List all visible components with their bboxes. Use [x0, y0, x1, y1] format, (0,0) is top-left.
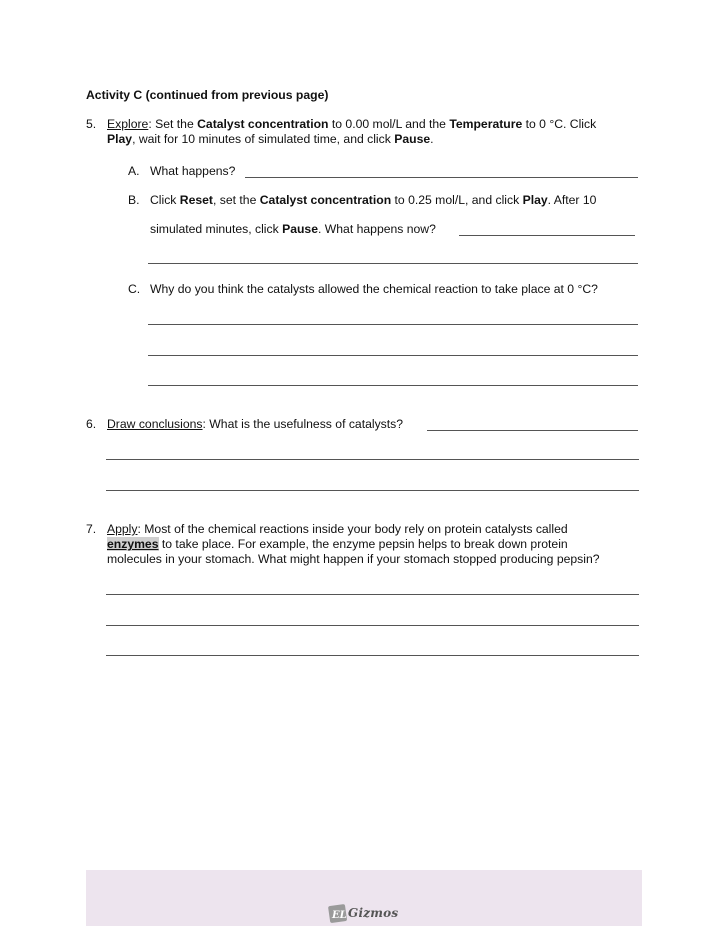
answer-line-7-2[interactable] — [106, 625, 639, 626]
b-bold-reset: Reset — [179, 193, 213, 207]
question-6-number: 6. — [86, 417, 97, 431]
question-5-number: 5. — [86, 117, 97, 131]
sub-a-label: A. — [128, 164, 140, 178]
q5-text-1: : Set the — [148, 117, 198, 131]
q5-text-2: to 0.00 mol/L and the — [328, 117, 450, 131]
answer-line-5b-inline[interactable] — [459, 235, 635, 236]
question-7-line-1 — [107, 522, 568, 536]
b-text-3: to 0.25 mol/L, and click — [391, 193, 523, 207]
question-7-lead: Apply — [107, 522, 138, 536]
b-bold-play: Play — [522, 193, 548, 207]
question-7-text-1: : Most of the chemical reactions inside your body rely on protein catalysts called — [137, 522, 568, 536]
question-5-line-2 — [107, 132, 434, 146]
question-6-text: : What is the usefulness of catalysts? — [202, 417, 404, 431]
sub-c-question: Why do you think the catalysts allowed the chemical reaction to take place at 0 °C? — [150, 282, 598, 296]
b-bold-catalyst: Catalyst concentration — [259, 193, 392, 207]
q5-bold-play: Play — [107, 132, 133, 146]
highlighted-term-enzymes: enzymes — [107, 537, 159, 551]
question-5-line-1 — [107, 117, 596, 131]
b-text-2: , set the — [213, 193, 260, 207]
q5-text-4: , wait for 10 minutes of simulated time, and click — [132, 132, 395, 146]
question-6-lead: Draw conclusions — [107, 417, 203, 431]
answer-line-5a[interactable] — [245, 177, 638, 178]
sub-a-question — [150, 164, 235, 178]
b-text-1: Click — [150, 193, 180, 207]
sub-b-line-1 — [150, 193, 596, 207]
question-7-text-2: to take place. For example, the enzyme pepsin helps to break down protein — [158, 537, 568, 551]
activity-heading: Activity C (continued from previous page) — [86, 88, 329, 102]
logo-mark-text: EL — [332, 910, 347, 921]
sub-c-label: C. — [128, 282, 141, 296]
answer-line-6-2[interactable] — [106, 490, 639, 491]
q5-bold-pause: Pause — [394, 132, 431, 146]
answer-line-6-inline[interactable] — [427, 430, 638, 431]
question-7-line-3: molecules in your stomach. What might happen if your stomach stopped producing pepsin? — [107, 552, 600, 566]
answer-line-7-1[interactable] — [106, 594, 639, 595]
b-text-5: simulated minutes, click — [150, 222, 283, 236]
sub-a-text: What happens? — [150, 164, 236, 178]
sub-b-line-2 — [150, 222, 436, 236]
q5-bold-catalyst: Catalyst concentration — [197, 117, 329, 131]
q5-text-3: to 0 °C. Click — [522, 117, 597, 131]
gizmos-logo-icon — [328, 903, 348, 923]
answer-line-5c-2[interactable] — [148, 355, 638, 356]
question-5-lead: Explore — [107, 117, 149, 131]
b-text-4: . After 10 — [547, 193, 597, 207]
sub-b-label: B. — [128, 193, 140, 207]
q5-bold-temperature: Temperature — [449, 117, 523, 131]
answer-line-5b-1[interactable] — [148, 263, 638, 264]
question-7-line-2 — [107, 537, 568, 551]
answer-line-5c-1[interactable] — [148, 324, 638, 325]
answer-line-6-1[interactable] — [106, 459, 639, 460]
question-7-number: 7. — [86, 522, 97, 536]
q5-text-5: . — [430, 132, 434, 146]
answer-line-5c-3[interactable] — [148, 385, 638, 386]
gizmos-logo-text: Gizmos — [348, 906, 399, 920]
answer-line-7-3[interactable] — [106, 655, 639, 656]
b-text-6: . What happens now? — [318, 222, 436, 236]
b-bold-pause: Pause — [282, 222, 318, 236]
question-6-line-1 — [107, 417, 403, 431]
